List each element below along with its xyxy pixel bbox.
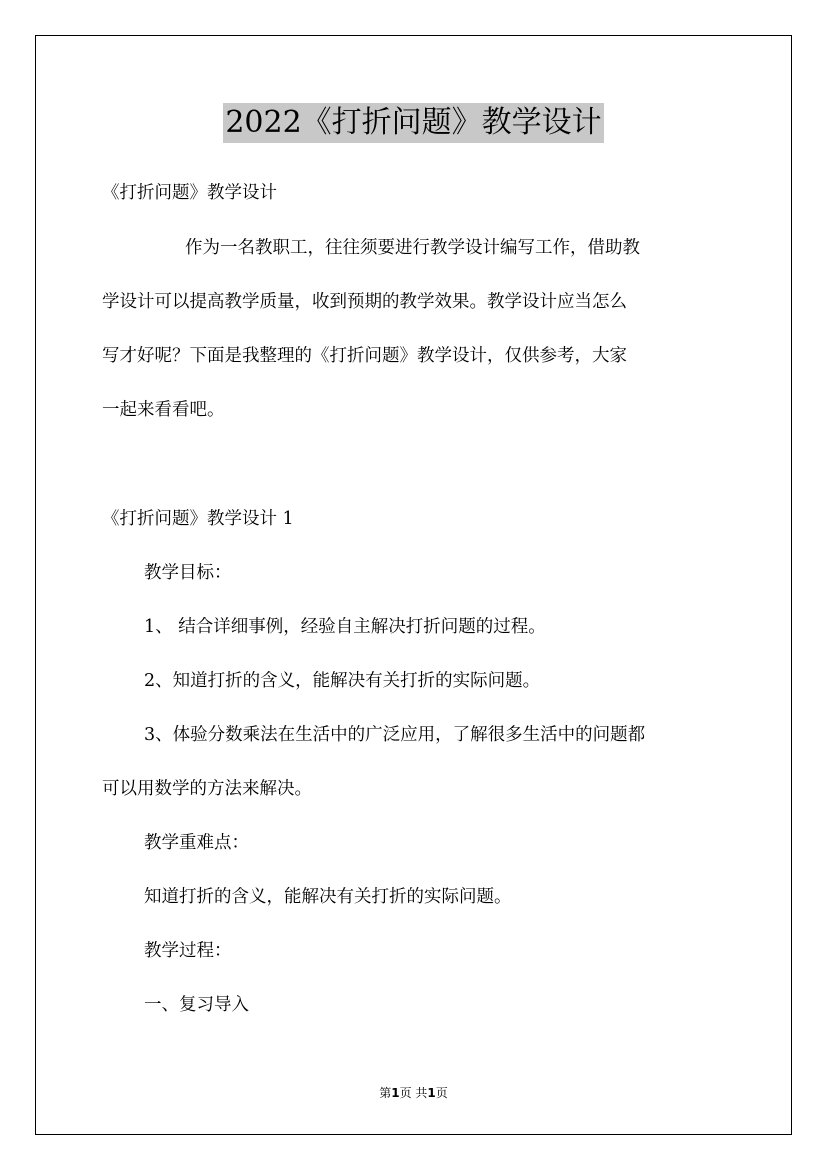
footer-page-number: 1: [391, 1086, 400, 1100]
goal-item-3-line-2: 可以用数学的方法来解决。: [102, 779, 312, 799]
footer-page-suffix: 页: [435, 1086, 448, 1100]
goals-label: 教学目标：: [144, 563, 232, 583]
process-step-1: 一、复习导入: [144, 995, 249, 1015]
intro-line-2: 学设计可以提高教学质量，收到预期的教学效果。教学设计应当怎么: [102, 292, 627, 312]
key-points-label: 教学重难点：: [144, 833, 249, 853]
process-label: 教学过程：: [144, 941, 232, 961]
footer-page-mid: 页 共: [399, 1086, 428, 1100]
goal-item-3-line-1: 3、体验分数乘法在生活中的广泛应用，了解很多生活中的问题都: [144, 725, 646, 745]
intro-line-3: 写才好呢？下面是我整理的《打折问题》教学设计，仅供参考，大家: [102, 346, 627, 366]
footer-page-total: 1: [427, 1086, 436, 1100]
section-heading: 《打折问题》教学设计 1: [102, 509, 294, 529]
document-subtitle: 《打折问题》教学设计: [102, 183, 277, 203]
document-title: 2022《打折问题》教学设计: [223, 103, 603, 143]
goal-item-1: 1、 结合详细事例，经验自主解决打折问题的过程。: [144, 617, 546, 637]
title-container: [0, 103, 827, 143]
key-points-text: 知道打折的含义，能解决有关打折的实际问题。: [144, 887, 512, 907]
footer-page-prefix: 第: [379, 1086, 392, 1100]
page-footer: [0, 1085, 827, 1101]
intro-line-4: 一起来看看吧。: [102, 400, 225, 420]
goal-item-2: 2、知道打折的含义，能解决有关打折的实际问题。: [144, 671, 541, 691]
intro-line-1: 作为一名教职工，往往须要进行教学设计编写工作，借助教: [185, 238, 640, 258]
